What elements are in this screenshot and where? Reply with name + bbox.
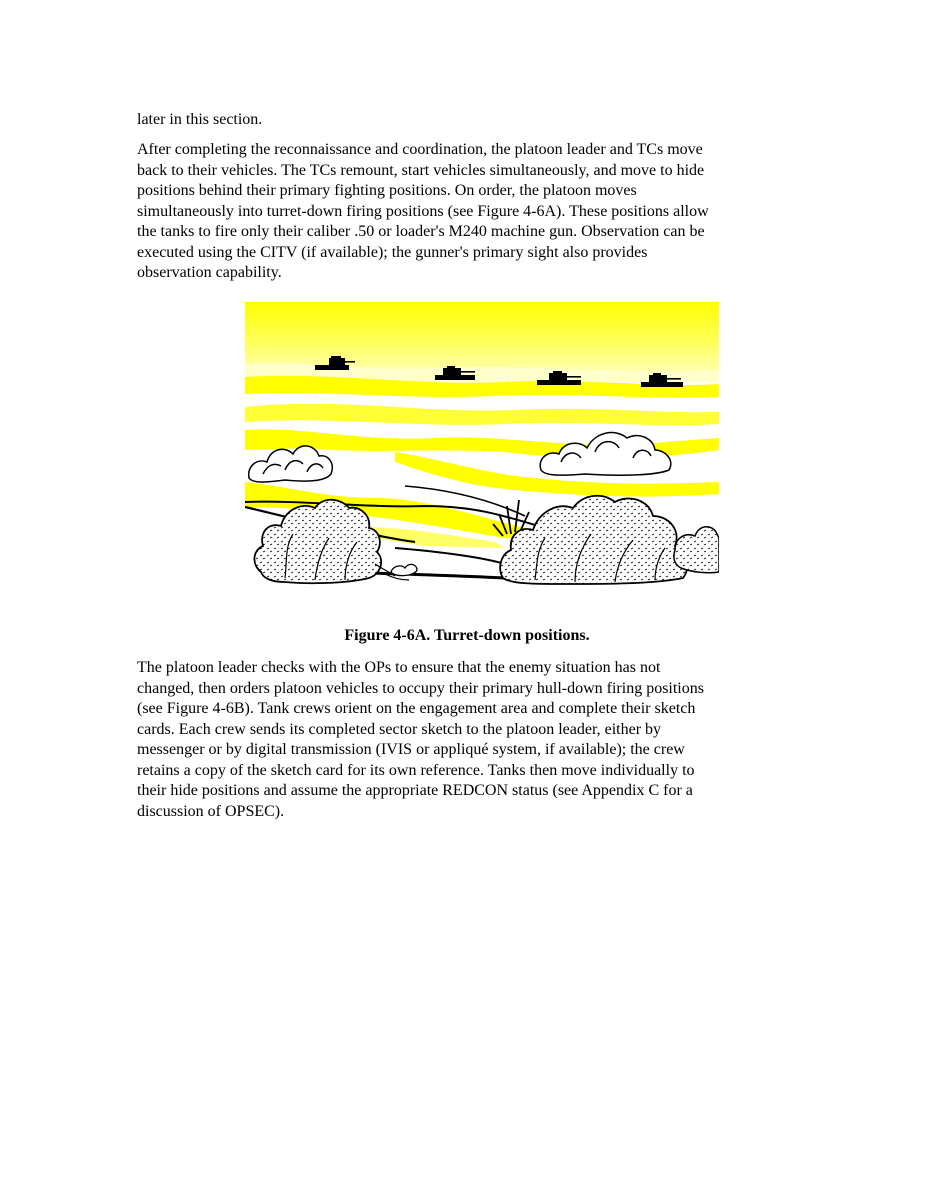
text-line: simultaneously into turret-down firing positions (see Figure 4-6A). These positions allow: [137, 202, 709, 220]
text-line: executed using the CITV (if available); the gunner's primary sight also provides: [137, 243, 648, 261]
text-line: retains a copy of the sketch card for its own reference. Tanks then move individually to: [137, 761, 695, 779]
turret-down-illustration: [245, 302, 719, 587]
text-line: their hide positions and assume the appropriate REDCON status (see Appendix C for a: [137, 782, 693, 799]
text-line: discussion of OPSEC).: [137, 802, 285, 820]
text-line: changed, then orders platoon vehicles to occupy their primary hull-down firing positions: [137, 679, 704, 697]
text-line: back to their vehicles. The TCs remount, start vehicles simultaneously, and move to hide: [137, 161, 705, 179]
paragraph-continuation: [137, 110, 797, 131]
text-line: later in this section.: [137, 111, 263, 128]
illustration-svg: [245, 302, 719, 587]
text-line: The platoon leader checks with the OPs to ensure that the enemy situation has not: [137, 659, 661, 676]
paragraph-reconnaissance: [137, 140, 797, 284]
text-line: cards. Each crew sends its completed sector sketch to the platoon leader, either by: [137, 720, 662, 738]
text-line: observation capability.: [137, 264, 282, 281]
text-line: positions behind their primary fighting positions. On order, the platoon moves: [137, 182, 637, 199]
figure-caption: Figure 4-6A. Turret-down positions.: [344, 627, 590, 644]
text-line: messenger or by digital transmission (IVIS or appliqué system, if available); the crew: [137, 741, 685, 758]
text-line: (see Figure 4-6B). Tank crews orient on the engagement area and complete their sketch: [137, 700, 696, 717]
paragraph-hull-down: [137, 658, 797, 822]
text-line: the tanks to fire only their caliber .50 or loader's M240 machine gun. Observation can be: [137, 223, 705, 240]
text-line: After completing the reconnaissance and coordination, the platoon leader and TCs move: [137, 141, 703, 158]
